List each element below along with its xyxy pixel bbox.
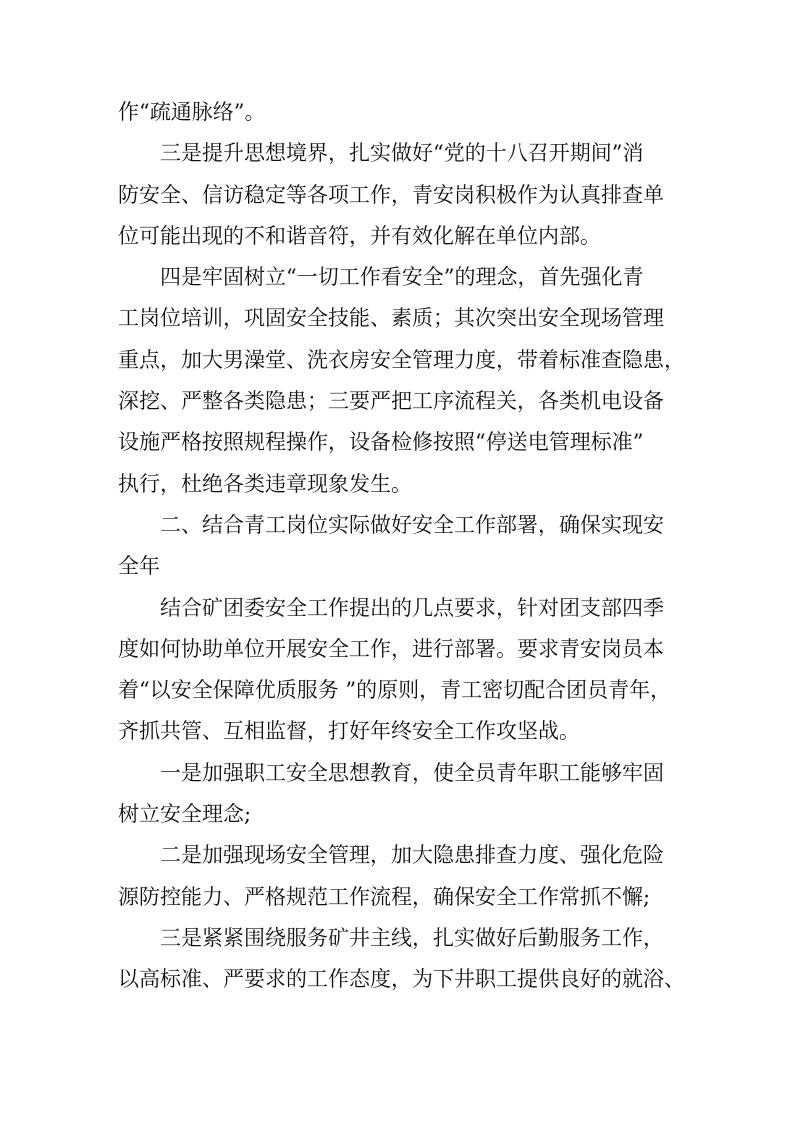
text-line: 四是牢固树立“一切工作看安全”的理念，首先强化青 xyxy=(160,265,644,290)
text-line: 设施严格按照规程操作，设备检修按照“停送电管理标准” xyxy=(118,430,644,455)
text-line: 着“以安全保障优质服务 ”的原则，青工密切配合团员青年， xyxy=(118,678,672,703)
text-line: 位可能出现的不和谐音符，并有效化解在单位内部。 xyxy=(118,223,601,248)
text-line: 源防控能力、严格规范工作流程，确保安全工作常抓不懈; xyxy=(118,884,651,909)
section-heading-line: 全年 xyxy=(118,554,160,579)
text-line: 作“疏通脉络”。 xyxy=(118,100,266,124)
text-line: 三是提升思想境界，扎实做好“党的十八召开期间”消 xyxy=(160,141,644,166)
text-line: 一是加强职工安全思想教育，使全员青年职工能够牢固 xyxy=(160,760,664,785)
body-text xyxy=(118,92,685,1001)
text-line: 齐抓共管、互相监督，打好年终安全工作攻坚战。 xyxy=(118,719,580,744)
text-line: 防安全、信访稳定等各项工作，青安岗积极作为认真排查单 xyxy=(118,182,664,207)
text-line: 执行，杜绝各类违章现象发生。 xyxy=(118,471,412,496)
text-line: 深挖、严整各类隐患；三要严把工序流程关，各类机电设备 xyxy=(118,389,664,414)
text-line: 以高标准、严要求的工作态度，为下井职工提供良好的就浴、 xyxy=(118,967,685,992)
text-line: 工岗位培训，巩固安全技能、素质；其次突出安全现场管理 xyxy=(118,306,664,331)
section-heading-line: 二、结合青工岗位实际做好安全工作部署，确保实现安 xyxy=(160,512,664,537)
text-line: 三是紧紧围绕服务矿井主线，扎实做好后勤服务工作， xyxy=(160,925,664,950)
text-line: 树立安全理念; xyxy=(118,802,252,827)
text-line: 重点，加大男澡堂、洗衣房安全管理力度，带着标准查隐患， xyxy=(118,347,685,372)
text-line: 结合矿团委安全工作提出的几点要求，针对团支部四季 xyxy=(160,595,664,620)
text-line: 二是加强现场安全管理，加大隐患排查力度、强化危险 xyxy=(160,843,664,868)
text-line: 度如何协助单位开展安全工作，进行部署。要求青安岗员本 xyxy=(118,636,664,661)
